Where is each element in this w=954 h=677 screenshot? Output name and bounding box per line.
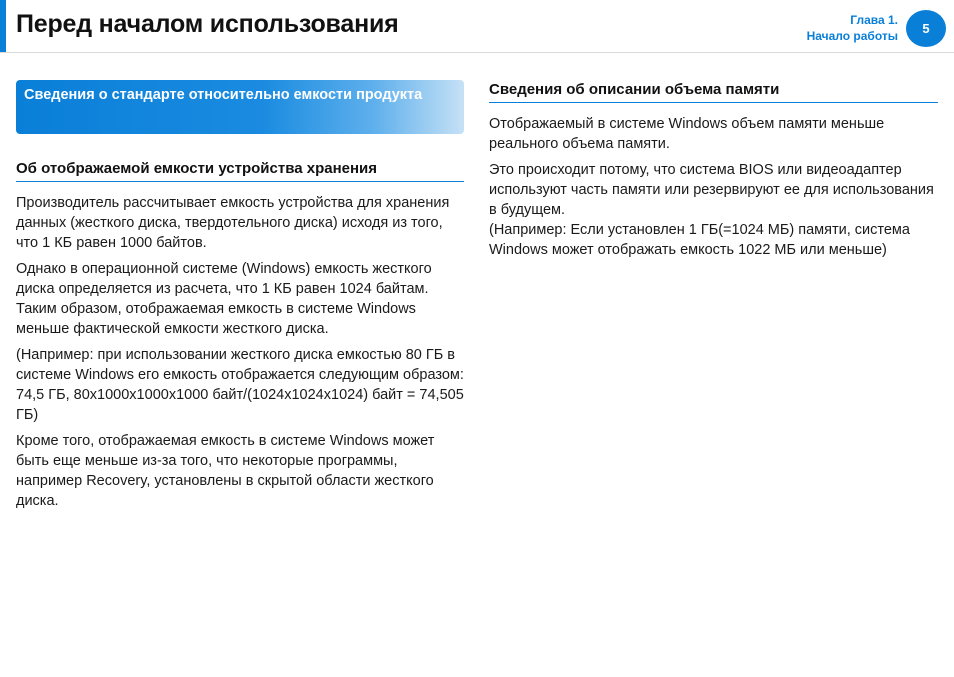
chapter-number: Глава 1. (850, 13, 898, 27)
page-title: Перед началом использования (16, 10, 399, 38)
header-accent-bar (0, 0, 6, 52)
paragraph: Кроме того, отображаемая емкость в системе Windows может быть еще меньше из-за того, что некоторые программы, например Recovery, установлены в скрытой области жесткого диска. (16, 433, 435, 509)
paragraph: Отображаемый в системе Windows объем памяти меньше реального объема памяти. (489, 116, 885, 152)
header-divider (0, 52, 954, 53)
paragraph: Однако в операционной системе (Windows) емкость жесткого диска определяется из расчета, что 1 КБ равен 1024 байтам. Таким образом, отображаемая емкость в системе Windows меньше фактической емкости жесткого диска. (16, 261, 432, 337)
chapter-label (807, 12, 898, 44)
memory-size-heading: Сведения об описании объема памяти (489, 80, 938, 103)
paragraph: Производитель рассчитывает емкость устройства для хранения данных (жесткого диска, твердотельного диска) исходя из того, что 1 КБ равен 1000 байтов. (16, 195, 450, 251)
paragraph: (Например: Если установлен 1 ГБ(=1024 МБ) памяти, система Windows может отображать емкость 1022 МБ или меньше) (489, 222, 910, 258)
page-number-badge: 5 (906, 10, 946, 47)
right-column (489, 80, 938, 260)
paragraph: (Например: при использовании жесткого диска емкостью 80 ГБ в системе Windows его емкость отображается следующим образом: 74,5 ГБ, 80x1000x1000x1000 байт/(1024x1024x1024) байт = 74,505 ГБ) (16, 347, 464, 423)
chapter-name: Начало работы (806, 29, 898, 43)
left-column (16, 80, 464, 511)
section-banner: Сведения о стандарте относительно емкости продукта (16, 80, 464, 134)
paragraph: Это происходит потому, что система BIOS или видеоадаптер используют часть памяти или резервируют ее для использования в будущем. (489, 162, 934, 218)
storage-capacity-heading: Об отображаемой емкости устройства хранения (16, 159, 464, 182)
